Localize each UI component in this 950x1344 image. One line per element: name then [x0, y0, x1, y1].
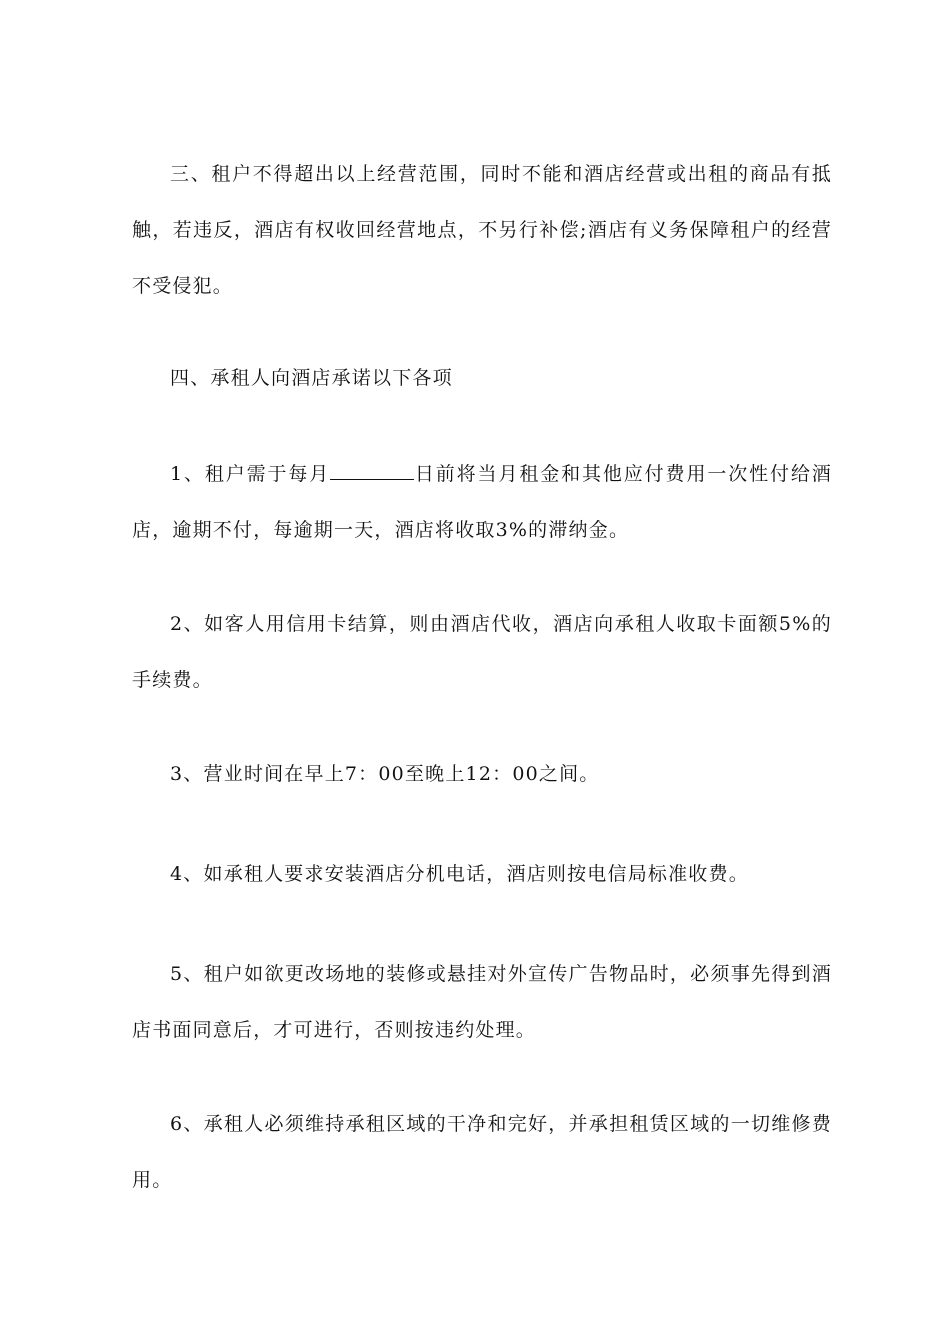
- item-3: 3、营业时间在早上7：00至晚上12：00之间。: [170, 763, 600, 785]
- clause-four-heading: 四、承租人向酒店承诺以下各项: [170, 367, 453, 389]
- clause-three: 三、租户不得超出以上经营范围，同时不能和酒店经营或出租的商品有抵触，若违反，酒店有权收回经营地点，不另行补偿;酒店有义务保障租户的经营不受侵犯。: [132, 163, 832, 297]
- item-2: 2、如客人用信用卡结算，则由酒店代收，酒店向承租人收取卡面额5%的手续费。: [132, 613, 832, 691]
- item-6: 6、承租人必须维持承租区域的干净和完好，并承担租赁区域的一切维修费用。: [132, 1113, 832, 1191]
- item-1: [132, 446, 832, 558]
- payment-day-blank: [330, 461, 414, 480]
- item-4: 4、如承租人要求安装酒店分机电话，酒店则按电信局标准收费。: [170, 863, 749, 885]
- item-5: 5、租户如欲更改场地的装修或悬挂对外宣传广告物品时，必须事先得到酒店书面同意后，才可进行，否则按违约处理。: [132, 963, 832, 1041]
- item-1-text-after: 日前将当月租金和其他应付费用一次性付给酒店，逾期不付，每逾期一天，酒店将收取3%的滞纳金。: [132, 463, 832, 541]
- item-1-text-before: 1、租户需于每月: [170, 463, 331, 485]
